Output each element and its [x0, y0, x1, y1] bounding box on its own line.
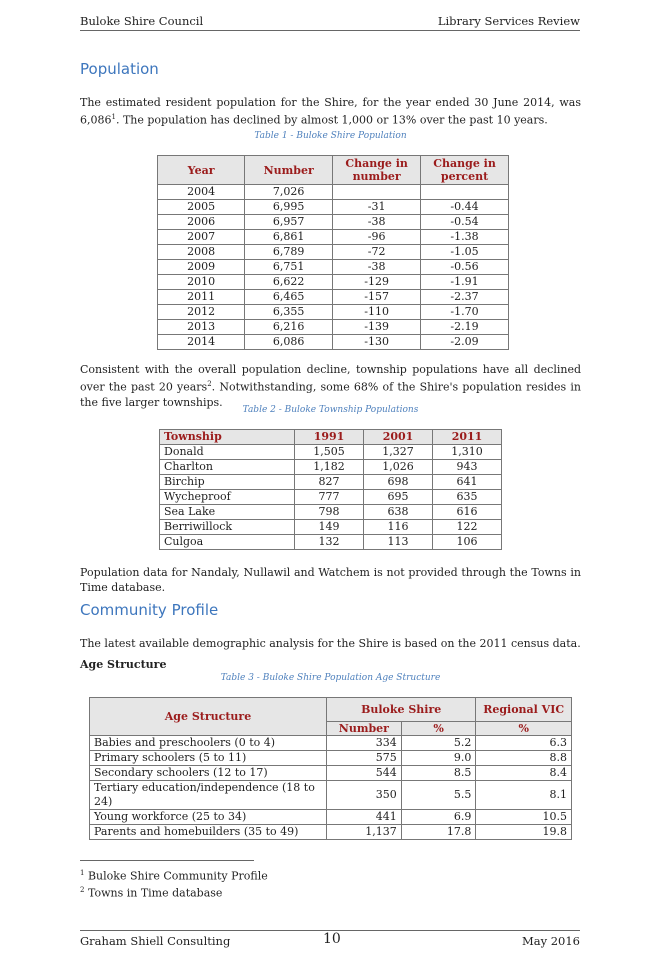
township-table: [159, 429, 502, 550]
change-number-cell: -110: [333, 305, 421, 320]
pop-2001-cell: 116: [364, 520, 433, 535]
township-cell: Birchip: [160, 475, 295, 490]
page-header: [80, 14, 580, 31]
community-profile-heading: Community Profile: [80, 601, 219, 619]
col-change-number: Change in number: [333, 156, 421, 185]
township-cell: Donald: [160, 445, 295, 460]
col-regional-percent: %: [476, 722, 572, 736]
change-percent-cell: -1.05: [421, 245, 509, 260]
regional-percent-cell: 8.4: [476, 766, 572, 781]
number-cell: 6,622: [245, 275, 333, 290]
township-cell: Sea Lake: [160, 505, 295, 520]
footer-right: May 2016: [521, 934, 580, 948]
table-row: [90, 825, 572, 840]
table-row: [160, 460, 502, 475]
population-paragraph: The estimated resident population for the Shire, for the year ended 30 June 2014, was 6,086$^1$. The population has declined by almost 1,000 or 13% over the past 10 years.: [80, 96, 581, 127]
col-2011: 2011: [433, 430, 502, 445]
header-left: Buloke Shire Council: [80, 14, 204, 28]
pop-2001-cell: 1,026: [364, 460, 433, 475]
table-row: [158, 320, 509, 335]
table-row: [158, 200, 509, 215]
shire-number-cell: 441: [326, 810, 401, 825]
col-age-structure: Age Structure: [90, 698, 327, 736]
pop-1991-cell: 1,505: [295, 445, 364, 460]
pop-2011-cell: 106: [433, 535, 502, 550]
pop-1991-cell: 798: [295, 505, 364, 520]
table-row: [90, 810, 572, 825]
pop-2001-cell: 695: [364, 490, 433, 505]
number-cell: 6,995: [245, 200, 333, 215]
table-row: [160, 535, 502, 550]
table-row: [160, 490, 502, 505]
pop-2001-cell: 698: [364, 475, 433, 490]
age-group-cell: Parents and homebuilders (35 to 49): [90, 825, 327, 840]
pop-1991-cell: 132: [295, 535, 364, 550]
shire-number-cell: 350: [326, 781, 401, 810]
change-number-cell: -96: [333, 230, 421, 245]
number-cell: 6,861: [245, 230, 333, 245]
shire-percent-cell: 17.8: [401, 825, 476, 840]
table-row: [90, 736, 572, 751]
age-structure-table: [89, 697, 572, 840]
regional-percent-cell: 6.3: [476, 736, 572, 751]
table-row: [158, 335, 509, 350]
table1-caption: Table 1 - Buloke Shire Population: [254, 131, 407, 141]
pop-2011-cell: 616: [433, 505, 502, 520]
change-number-cell: -38: [333, 215, 421, 230]
number-cell: 7,026: [245, 185, 333, 200]
table-row: [160, 475, 502, 490]
page-number: 10: [323, 931, 341, 947]
pop-2011-cell: 122: [433, 520, 502, 535]
table-row: [160, 505, 502, 520]
shire-number-cell: 334: [326, 736, 401, 751]
year-cell: 2007: [158, 230, 245, 245]
table-row: [158, 230, 509, 245]
footnote-ref-2: 2: [207, 380, 212, 388]
col-number: Number: [245, 156, 333, 185]
change-number-cell: -72: [333, 245, 421, 260]
year-cell: 2014: [158, 335, 245, 350]
townships-paragraph: Consistent with the overall population decline, township populations have all declined over the past 20 years$^2$. Notwithstanding, some 68% of the Shire's population resides in the five larger townships.: [80, 363, 581, 409]
table-row: [90, 751, 572, 766]
year-cell: 2013: [158, 320, 245, 335]
number-cell: 6,957: [245, 215, 333, 230]
number-cell: 6,355: [245, 305, 333, 320]
age-group-cell: Tertiary education/independence (18 to 24): [90, 781, 327, 810]
change-percent-cell: -2.37: [421, 290, 509, 305]
pop-2001-cell: 113: [364, 535, 433, 550]
year-cell: 2008: [158, 245, 245, 260]
table-row: [158, 275, 509, 290]
pop-2001-cell: 638: [364, 505, 433, 520]
population-note: Population data for Nandaly, Nullawil and Watchem is not provided through the Towns in Time database.: [80, 566, 581, 594]
table-row: [90, 766, 572, 781]
shire-number-cell: 575: [326, 751, 401, 766]
col-shire-percent: %: [401, 722, 476, 736]
change-number-cell: -157: [333, 290, 421, 305]
age-group-cell: Secondary schoolers (12 to 17): [90, 766, 327, 781]
change-percent-cell: -1.91: [421, 275, 509, 290]
pop-2001-cell: 1,327: [364, 445, 433, 460]
change-number-cell: -31: [333, 200, 421, 215]
change-number-cell: -38: [333, 260, 421, 275]
col-change-percent: Change in percent: [421, 156, 509, 185]
shire-percent-cell: 9.0: [401, 751, 476, 766]
pop-1991-cell: 149: [295, 520, 364, 535]
table3-caption: Table 3 - Buloke Shire Population Age Structure: [220, 673, 441, 683]
shire-percent-cell: 6.9: [401, 810, 476, 825]
pop-2011-cell: 1,310: [433, 445, 502, 460]
number-cell: 6,465: [245, 290, 333, 305]
township-cell: Charlton: [160, 460, 295, 475]
footnote-2: $^2$ Towns in Time database: [80, 886, 223, 900]
regional-percent-cell: 8.8: [476, 751, 572, 766]
table-row: [158, 260, 509, 275]
number-cell: 6,216: [245, 320, 333, 335]
table-row: [158, 185, 509, 200]
col-1991: 1991: [295, 430, 364, 445]
shire-percent-cell: 5.2: [401, 736, 476, 751]
number-cell: 6,789: [245, 245, 333, 260]
table-row: [158, 305, 509, 320]
table-row: [90, 781, 572, 810]
pop-1991-cell: 777: [295, 490, 364, 505]
change-percent-cell: -2.19: [421, 320, 509, 335]
year-cell: 2012: [158, 305, 245, 320]
col-township: Township: [160, 430, 295, 445]
change-number-cell: -130: [333, 335, 421, 350]
footer-left: Graham Shiell Consulting: [80, 934, 231, 948]
number-cell: 6,751: [245, 260, 333, 275]
change-percent-cell: -0.44: [421, 200, 509, 215]
year-cell: 2010: [158, 275, 245, 290]
number-cell: 6,086: [245, 335, 333, 350]
community-paragraph: The latest available demographic analysis for the Shire is based on the 2011 census data.: [80, 637, 581, 650]
regional-percent-cell: 19.8: [476, 825, 572, 840]
year-cell: 2011: [158, 290, 245, 305]
age-group-cell: Young workforce (25 to 34): [90, 810, 327, 825]
change-percent-cell: -1.70: [421, 305, 509, 320]
col-2001: 2001: [364, 430, 433, 445]
township-cell: Wycheproof: [160, 490, 295, 505]
pop-2011-cell: 635: [433, 490, 502, 505]
year-cell: 2005: [158, 200, 245, 215]
change-number-cell: -129: [333, 275, 421, 290]
footnote-separator: [80, 860, 254, 861]
year-cell: 2004: [158, 185, 245, 200]
year-cell: 2006: [158, 215, 245, 230]
pop-2011-cell: 943: [433, 460, 502, 475]
age-structure-subheading: Age Structure: [80, 658, 167, 671]
table-row: [160, 520, 502, 535]
population-heading: Population: [80, 60, 159, 78]
regional-percent-cell: 8.1: [476, 781, 572, 810]
change-percent-cell: [421, 185, 509, 200]
change-percent-cell: -2.09: [421, 335, 509, 350]
pop-2011-cell: 641: [433, 475, 502, 490]
year-cell: 2009: [158, 260, 245, 275]
change-percent-cell: -0.56: [421, 260, 509, 275]
regional-percent-cell: 10.5: [476, 810, 572, 825]
header-right: Library Services Review: [437, 14, 580, 28]
footnote-ref-1: 1: [111, 113, 116, 121]
col-year: Year: [158, 156, 245, 185]
age-group-cell: Babies and preschoolers (0 to 4): [90, 736, 327, 751]
shire-percent-cell: 8.5: [401, 766, 476, 781]
change-percent-cell: -1.38: [421, 230, 509, 245]
age-group-cell: Primary schoolers (5 to 11): [90, 751, 327, 766]
population-table: [157, 155, 509, 350]
table2-caption: Table 2 - Buloke Township Populations: [242, 405, 419, 415]
table-row: [158, 215, 509, 230]
col-regional-vic: Regional VIC: [476, 698, 572, 722]
shire-number-cell: 544: [326, 766, 401, 781]
change-number-cell: -139: [333, 320, 421, 335]
page-footer: [80, 930, 580, 948]
table-row: [158, 290, 509, 305]
table-row: [160, 445, 502, 460]
pop-1991-cell: 1,182: [295, 460, 364, 475]
shire-percent-cell: 5.5: [401, 781, 476, 810]
change-percent-cell: -0.54: [421, 215, 509, 230]
change-number-cell: [333, 185, 421, 200]
pop-1991-cell: 827: [295, 475, 364, 490]
township-cell: Culgoa: [160, 535, 295, 550]
footnote-1: $^1$ Buloke Shire Community Profile: [80, 869, 268, 883]
col-shire-number: Number: [326, 722, 401, 736]
table-row: [158, 245, 509, 260]
shire-number-cell: 1,137: [326, 825, 401, 840]
col-buloke-shire: Buloke Shire: [326, 698, 475, 722]
township-cell: Berriwillock: [160, 520, 295, 535]
